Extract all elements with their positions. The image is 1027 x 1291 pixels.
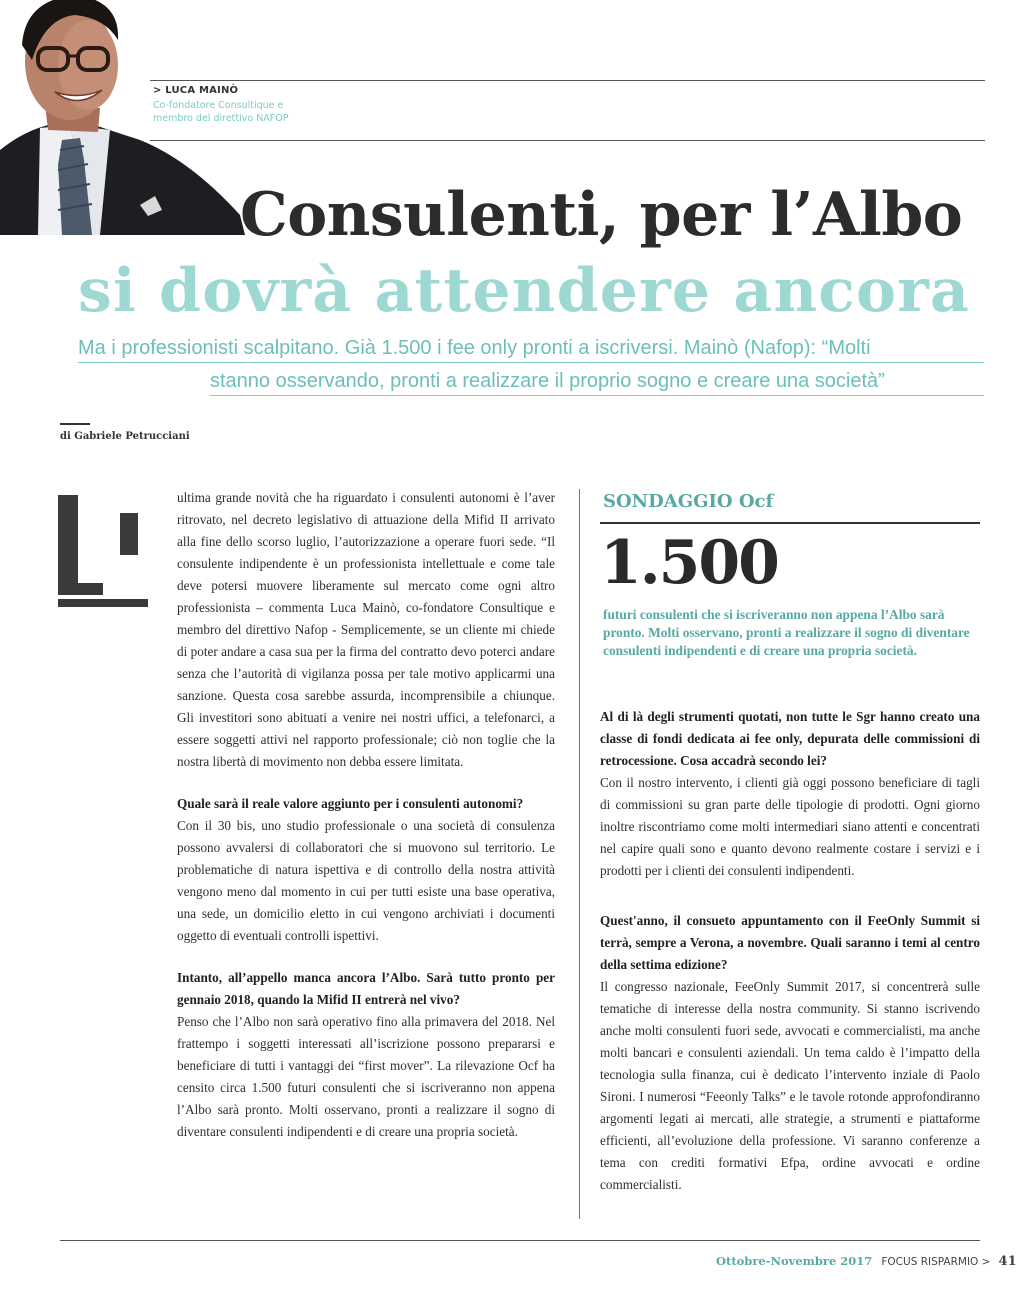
- left-paragraph-3: Penso che l’Albo non sarà operativo fino alla primavera del 2018. Nel frattempo i soggetti interessati all’iscrizione possono prepararsi e beneficiare di tutti i vantaggi dei “first mover”. La rilevazione Ocf ha censito circa 1.500 futuri consulenti che si iscriveranno non appena l’Albo sarà pronto. Molti osservano, pronti a realizzare il sogno di diventare consulenti indipendenti e di creare una propria società.: [177, 1014, 555, 1139]
- sondaggio-text: futuri consulenti che si iscriveranno non appena l’Albo sarà pronto. Molti osservano, pronti a realizzare il sogno di diventare consulenti indipendenti e di creare una propria società.: [603, 607, 970, 658]
- byline: di Gabriele Petrucciani: [60, 431, 190, 442]
- right-column: [600, 706, 980, 1196]
- headline-line1: Consulenti, per l’Albo: [240, 180, 963, 250]
- profile-role: [153, 99, 353, 125]
- headline-line2: si dovrà attendere ancora: [78, 256, 971, 326]
- right-paragraph-1: Con il nostro intervento, i clienti già oggi possono beneficiare di tagli di commissioni su gran parte delle tipologie di prodotti. Ogni giorno inoltre riscontriamo come molti intermediari siano attenti e concentrati nel capire quali sono e quanto devono realmente costare i servizi e i prodotti per i clienti dei consulenti indipendenti.: [600, 775, 980, 878]
- profile-bottom-rule: [150, 140, 985, 141]
- left-question-2: Intanto, all’appello manca ancora l’Albo. Sarà tutto pronto per gennaio 2018, quando la Mifid II entrerà nel vivo?: [177, 970, 555, 1007]
- sondaggio-number: 1.500: [600, 528, 778, 598]
- sondaggio-rule: [600, 522, 980, 524]
- right-paragraph-2: Il congresso nazionale, FeeOnly Summit 2017, si concentrerà sulle tematiche di interesse della nostra community. Si stanno iscrivendo anche molti consulenti fuori sede, avvocati e commercialisti, ma anche molti bancari e consulenti aziendali. Un tema caldo è l’impatto della tecnologia sulla finanza, cui è dedicato l’intervento inziale di Paolo Sironi. I numerosi “Feeonly Talks” e le tavole rotonde approfondiranno argomenti legati ai mercati, alle strategie, a strumenti e piattaforme efficienti, all’evoluzione della professione. Vi saranno conferenze a tema con crediti formativi Efpa, ordine avvocati e ordine commercialisti.: [600, 979, 980, 1192]
- left-question-1: Quale sarà il reale valore aggiunto per i consulenti autonomi?: [177, 796, 524, 811]
- left-paragraph-1: ultima grande novità che ha riguardato i consulenti autonomi è l’aver ritrovato, nel decreto legislativo di attuazione della Mifid II arrivato alla fine dello scorso luglio, l’autorizzazione a operare fuori sede. “Il consulente indipendente è un professionista intellettuale e come tale deve potersi muovere liberamente sul mercato come ogni altro professionista – commenta Luca Mainò, co-fondatore Consultique e membro del direttivo Nafop - Semplicemente, se un cliente mi chiede di poter andare a casa sua per la firma del contratto devo poterci andare senza che l’autorità di vigilanza possa per tale motivo applicarmi una sanzione. Questa cosa sarebbe assurda, incomprensibile a chiunque. Gli investitori sono abituati a venire nei nostri uffici, a telefonarci, a essere soggetti attivi nel rapporto professionale; ciò non toglie che la nostra libertà di movimento non debba essere limitata.: [177, 490, 555, 769]
- profile-top-rule: [150, 80, 985, 81]
- profile-role-line2: membro del direttivo NAFOP: [153, 113, 289, 124]
- footer-date: Ottobre-Novembre 2017: [716, 1254, 873, 1268]
- subheadline-underline1: [78, 362, 984, 363]
- profile-role-line1: Co-fondatore Consultique e: [153, 100, 284, 111]
- profile-name: > LUCA MAINÒ: [153, 85, 239, 96]
- sondaggio-title: SONDAGGIO Ocf: [603, 491, 774, 512]
- page-number: 41: [998, 1254, 1017, 1269]
- column-divider: [579, 489, 580, 1219]
- subheadline-underline2: [210, 395, 984, 396]
- right-question-1: Al di là degli strumenti quotati, non tutte le Sgr hanno creato una classe di fondi dedicata ai fee only, depurata delle commissioni di retrocessione. Cosa accadrà secondo lei?: [600, 709, 980, 768]
- left-column: [177, 487, 555, 1143]
- subheadline-line1: Ma i professionisti scalpitano. Già 1.500 i fee only pronti a iscriversi. Mainò (Nafop): “Molti: [78, 337, 871, 359]
- dropcap-graphic: [58, 495, 153, 610]
- footer: [716, 1250, 1017, 1269]
- footer-rule: [60, 1240, 980, 1241]
- left-paragraph-2: Con il 30 bis, uno studio professionale o una società di consulenza possono avvalersi di collaboratori che si muovono sul territorio. Le problematiche di natura ispettiva e di controllo della nostra attività vengono meno dal momento in cui per tutti esiste una base operativa, una sede, un domicilio eletto in cui vengono archiviati i documenti oggetto di eventuali controlli ispettivi.: [177, 818, 555, 943]
- right-question-2: Quest'anno, il consueto appuntamento con il FeeOnly Summit si terrà, sempre a Verona, a novembre. Quali saranno i temi al centro della settima edizione?: [600, 913, 980, 972]
- footer-magazine: FOCUS RISPARMIO >: [881, 1256, 991, 1268]
- subheadline-line2: stanno osservando, pronti a realizzare il proprio sogno e creare una società”: [210, 370, 885, 392]
- byline-rule: [60, 423, 90, 425]
